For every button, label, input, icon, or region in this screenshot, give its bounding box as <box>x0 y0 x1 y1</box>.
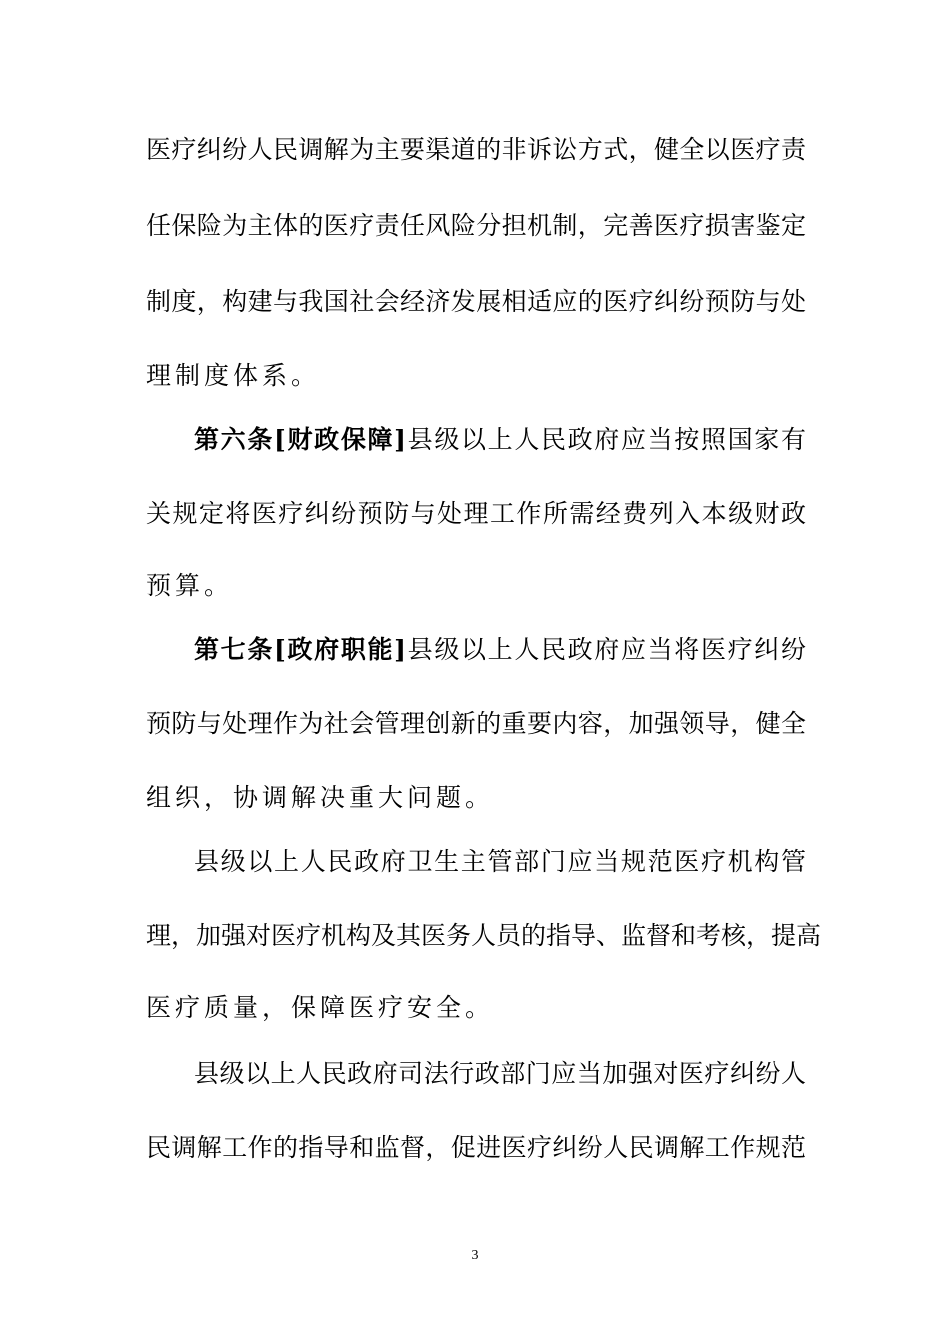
article-7-first-line <box>194 630 806 670</box>
text-line: 预防与处理作为社会管理创新的重要内容，加强领导，健全 <box>146 709 806 738</box>
text-line: 县级以上人民政府卫生主管部门应当规范医疗机构管 <box>194 847 806 876</box>
text-line: 制度，构建与我国社会经济发展相适应的医疗纠纷预防与处 <box>146 287 806 316</box>
page-number: 3 <box>471 1248 479 1263</box>
article-7-text: 县级以上人民政府应当将医疗纠纷 <box>405 635 806 664</box>
text-line: 理，加强对医疗机构及其医务人员的指导、监督和考核，提高 <box>146 921 822 950</box>
text-line: 组织，协调解决重大问题。 <box>146 783 495 812</box>
text-line: 关规定将医疗纠纷预防与处理工作所需经费列入本级财政 <box>146 499 806 528</box>
text-line: 医疗纠纷人民调解为主要渠道的非诉讼方式，健全以医疗责 <box>146 135 806 164</box>
text-line: 理制度体系。 <box>146 361 321 390</box>
text-line: 医疗质量，保障医疗安全。 <box>146 993 495 1022</box>
article-7-heading: 第七条[政府职能] <box>194 635 406 664</box>
article-6-text: 县级以上人民政府应当按照国家有 <box>405 425 806 454</box>
text-line: 民调解工作的指导和监督，促进医疗纠纷人民调解工作规范 <box>146 1133 806 1162</box>
text-line: 任保险为主体的医疗责任风险分担机制，完善医疗损害鉴定 <box>146 211 806 240</box>
article-6-first-line <box>194 420 806 460</box>
text-line: 预算。 <box>146 571 234 600</box>
article-6-heading: 第六条[财政保障] <box>194 425 406 454</box>
text-line: 县级以上人民政府司法行政部门应当加强对医疗纠纷人 <box>194 1059 806 1088</box>
